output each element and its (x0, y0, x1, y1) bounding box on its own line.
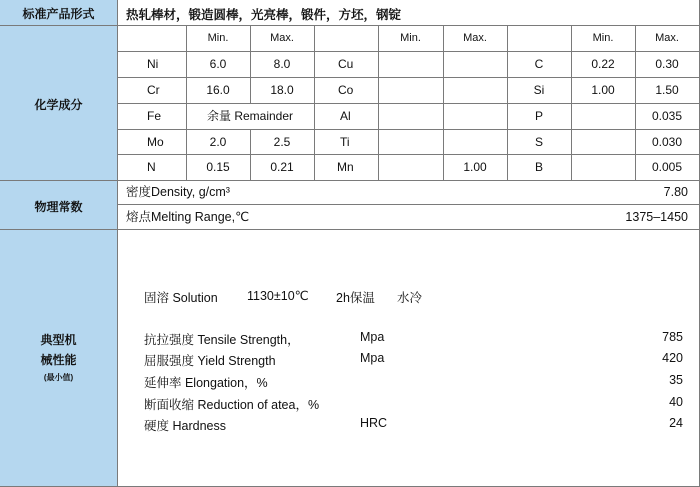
element-max (443, 130, 507, 155)
element-max (443, 78, 507, 103)
element-symbol: P (534, 109, 543, 123)
product-form-value: 热轧棒材，锻造圆棒，光亮棒，锻件，方坯，钢锭 (126, 8, 402, 22)
element-max: 0.030 (651, 135, 683, 149)
element-min (378, 155, 443, 180)
element-symbol: Ti (340, 135, 350, 149)
divider (117, 0, 118, 487)
solution-treatment-label: 固溶 Solution (144, 291, 218, 305)
property-name: 硬度 Hardness (144, 419, 226, 433)
solution-cooling: 水冷 (397, 291, 423, 305)
chemical-composition-label: 化学成分 (34, 98, 83, 112)
product-form-label: 标准产品形式 (22, 7, 95, 21)
element-symbol: B (534, 160, 543, 174)
density-value: 7.80 (663, 185, 688, 199)
property-unit: HRC (360, 416, 388, 430)
melting-range-label: 熔点Melting Range,℃ (126, 210, 250, 224)
element-max: 2.5 (273, 135, 291, 149)
element-min (378, 78, 443, 103)
element-min: 16.0 (206, 83, 230, 97)
density-label: 密度Density, g/cm³ (126, 185, 230, 199)
min-header: Min. (400, 32, 421, 44)
element-symbol: Si (533, 83, 545, 97)
property-value: 420 (662, 351, 683, 365)
property-name: 屈服强度 Yield Strength (144, 354, 276, 368)
element-min: 0.15 (206, 160, 230, 174)
property-name: 抗拉强度 Tensile Strength， (144, 333, 300, 347)
element-max (443, 52, 507, 77)
property-value: 785 (662, 330, 683, 344)
max-header: Max. (463, 32, 487, 44)
property-value: 40 (669, 395, 683, 409)
min-header: Min. (207, 32, 229, 44)
element-min (571, 130, 635, 155)
element-symbol: Co (338, 83, 354, 97)
mechanical-label-line2: 械性能 (40, 353, 77, 367)
element-min: 6.0 (209, 57, 227, 71)
mechanical-label-line1: 典型机 (40, 333, 77, 347)
max-header: Max. (655, 32, 679, 44)
element-max: 1.50 (655, 83, 679, 97)
property-value: 24 (669, 416, 683, 430)
property-unit: Mpa (360, 330, 385, 344)
element-max: 0.035 (651, 109, 683, 123)
element-max: 0.005 (651, 160, 683, 174)
element-symbol: Mo (147, 135, 164, 149)
element-symbol: S (534, 135, 543, 149)
element-min (571, 155, 635, 180)
physical-constants-label: 物理常数 (34, 200, 83, 214)
property-value: 35 (669, 373, 683, 387)
element-max: 18.0 (270, 83, 294, 97)
min-header: Min. (592, 32, 614, 44)
element-symbol: C (534, 57, 544, 71)
element-min (571, 104, 635, 129)
element-symbol: Cr (147, 83, 160, 97)
element-min: 1.00 (591, 83, 615, 97)
element-max (443, 104, 507, 129)
element-symbol: Cu (338, 57, 354, 71)
property-name: 断面收缩 Reduction of atea，% (144, 398, 320, 412)
element-min (378, 104, 443, 129)
max-header: Max. (270, 32, 294, 44)
element-symbol: Ni (147, 57, 159, 71)
element-remainder: 余量 Remainder (206, 109, 294, 123)
element-min: 0.22 (591, 57, 615, 71)
mechanical-label-note: (最小值) (43, 373, 74, 382)
element-min (378, 52, 443, 77)
element-symbol: Al (340, 109, 351, 123)
element-max: 0.30 (655, 57, 679, 71)
element-symbol: Fe (147, 109, 162, 123)
element-symbol: Mn (337, 160, 354, 174)
solution-hold-time: 2h保温 (336, 291, 375, 305)
divider (314, 25, 315, 180)
element-min: 2.0 (209, 135, 227, 149)
element-max: 8.0 (273, 57, 291, 71)
solution-temperature: 1130±10℃ (247, 289, 309, 303)
element-max: 0.21 (270, 160, 294, 174)
property-name: 延伸率 Elongation，% (144, 376, 268, 390)
element-symbol: N (147, 160, 156, 174)
element-min (378, 130, 443, 155)
melting-range-value: 1375–1450 (625, 210, 688, 224)
property-unit: Mpa (360, 351, 385, 365)
element-max: 1.00 (463, 160, 487, 174)
